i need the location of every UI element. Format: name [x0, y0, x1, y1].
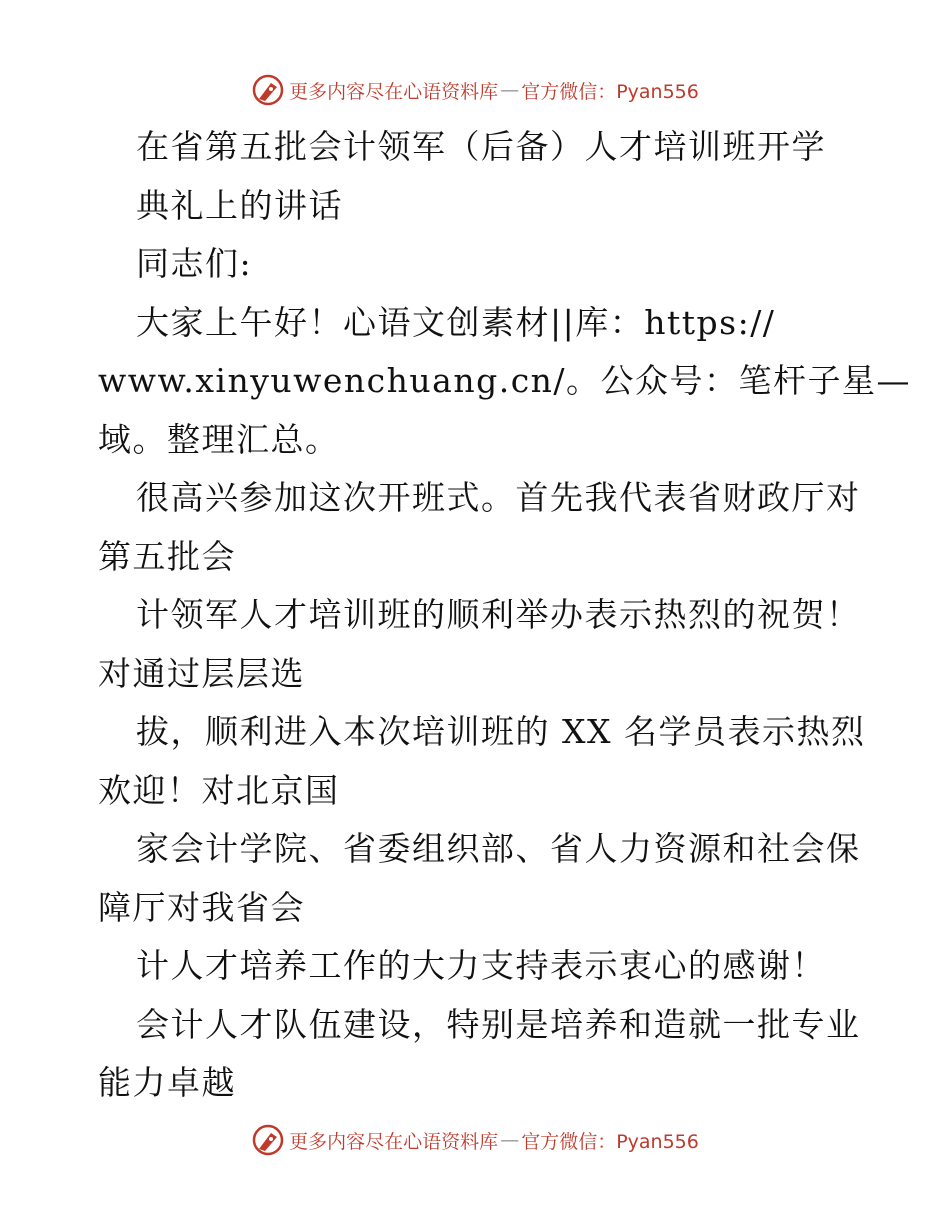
- banner-separator: —: [500, 79, 520, 101]
- banner-prefix: 更多内容尽在: [289, 80, 404, 103]
- text-line: 计人才培养工作的大力支持表示衷心的感谢！: [136, 946, 826, 985]
- text-line: www.xinyuwenchuang.cn/。公众号：笔杆子星—: [98, 361, 912, 400]
- text-line: 障厅对我省会: [98, 887, 305, 927]
- text-line: 第五批会: [98, 536, 236, 576]
- pen-nib-logo-icon: [251, 73, 285, 107]
- text-line: 很高兴参加这次开班式。首先我代表省财政厅对: [136, 478, 861, 517]
- document-body: [98, 118, 912, 1113]
- text-line: 欢迎！对北京国: [98, 770, 340, 810]
- banner-prefix: 更多内容尽在: [289, 1130, 404, 1153]
- banner-brand: 心语资料库: [403, 1130, 499, 1153]
- salutation: 同志们:: [136, 244, 253, 283]
- footer-watermark: [0, 1120, 950, 1160]
- title-line-2: 典礼上的讲话: [136, 185, 343, 225]
- text-line: 对通过层层选: [98, 653, 305, 693]
- header-watermark: [0, 70, 950, 110]
- banner-brand: 心语资料库: [403, 80, 499, 103]
- pen-nib-logo-icon: [251, 1123, 285, 1157]
- text-line: 域。整理汇总。: [98, 419, 340, 459]
- title-line-1: 在省第五批会计领军（后备）人才培训班开学: [136, 127, 826, 166]
- text-line: 家会计学院、省委组织部、省人力资源和社会保: [136, 829, 861, 868]
- text-line: 大家上午好！心语文创素材||库：https://: [136, 302, 776, 342]
- banner-separator: —: [500, 1129, 520, 1151]
- text-line: 会计人才队伍建设，特别是培养和造就一批专业: [136, 1004, 861, 1044]
- text-line: 能力卓越: [98, 1063, 236, 1102]
- text-line: 拔，顺利进入本次培训班的 XX 名学员表示热烈: [136, 712, 866, 751]
- banner-wechat: 官方微信：Pyan556: [521, 1130, 699, 1153]
- banner-wechat: 官方微信：Pyan556: [521, 80, 699, 103]
- text-line: 计领军人才培训班的顺利举办表示热烈的祝贺！: [136, 595, 861, 634]
